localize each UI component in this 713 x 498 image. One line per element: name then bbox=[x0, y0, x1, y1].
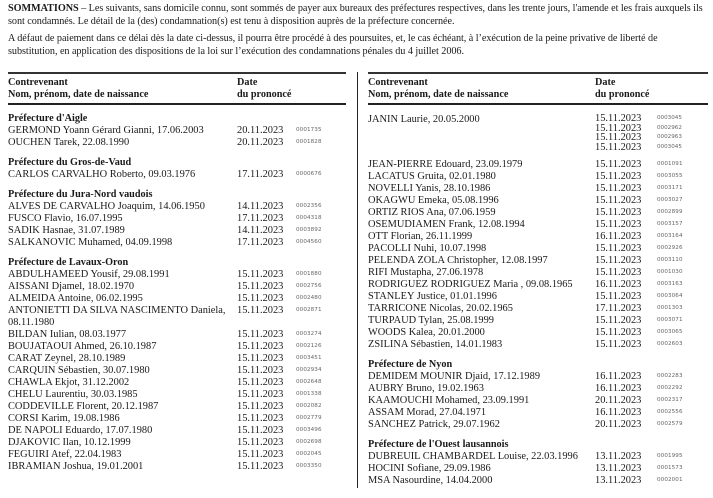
header-date bbox=[595, 77, 649, 100]
table-row bbox=[8, 225, 346, 237]
reference-number: 0001735 bbox=[296, 127, 322, 133]
contrevenant-name: HOCINI Sofiane, 29.09.1986 bbox=[368, 463, 491, 474]
contrevenant-name: JEAN-PIERRE Edouard, 23.09.1979 bbox=[368, 159, 523, 170]
prefecture-title: Préfecture d'Aigle bbox=[8, 113, 88, 124]
header-contrevenant-title: Contrevenant bbox=[368, 77, 428, 88]
reference-number: 0003071 bbox=[657, 317, 683, 323]
date-prononce: 15.11.2023 bbox=[237, 353, 284, 364]
contrevenant-name: AUBRY Bruno, 19.02.1963 bbox=[368, 383, 484, 394]
table-row bbox=[368, 255, 708, 267]
reference-number: 0001338 bbox=[296, 391, 322, 397]
contrevenant-name: ASSAM Morad, 27.04.1971 bbox=[368, 407, 487, 418]
table-row bbox=[8, 201, 346, 213]
table-row bbox=[368, 291, 708, 303]
table-row bbox=[368, 451, 708, 463]
table-row bbox=[368, 303, 708, 315]
reference-number: 0001573 bbox=[657, 465, 683, 471]
reference-number: 0003350 bbox=[296, 463, 322, 469]
header-date-subtitle: du prononcé bbox=[237, 88, 292, 100]
date-prononce: 13.11.2023 bbox=[595, 451, 642, 462]
contrevenant-name: OTT Florian, 26.11.1999 bbox=[368, 231, 473, 242]
table-row bbox=[368, 279, 708, 291]
prefecture-section bbox=[8, 113, 346, 149]
contrevenant-name: CARLOS CARVALHO Roberto, 09.03.1976 bbox=[8, 169, 196, 180]
contrevenant-name: BILDAN Iulian, 08.03.1977 bbox=[8, 329, 127, 340]
table-row bbox=[368, 171, 708, 183]
table-row bbox=[8, 449, 346, 461]
prefecture-title: Préfecture de Nyon bbox=[368, 359, 453, 370]
date-prononce: 15.11.2023 bbox=[595, 243, 642, 254]
contrevenant-name: CARQUIN Sébastien, 30.07.1980 bbox=[8, 365, 150, 376]
contrevenant-name: AISSANI Djamel, 18.02.1970 bbox=[8, 281, 135, 292]
reference-number: 0001030 bbox=[657, 269, 683, 275]
date-prononce: 16.11.2023 bbox=[595, 383, 642, 394]
reference-number: 0003064 bbox=[657, 293, 683, 299]
contrevenant-name: MSA Nasourdine, 14.04.2000 bbox=[368, 475, 493, 486]
reference-number: 0001303 bbox=[657, 305, 683, 311]
date-prononce: 15.11.2023 bbox=[595, 113, 642, 124]
date-prononce: 14.11.2023 bbox=[237, 225, 284, 236]
date-prononce: 15.11.2023 bbox=[595, 159, 642, 170]
contrevenant-name: TURPAUD Tylan, 25.08.1999 bbox=[368, 315, 494, 326]
date-prononce: 15.11.2023 bbox=[237, 461, 284, 472]
table-row bbox=[8, 401, 346, 413]
continued-section bbox=[368, 114, 708, 351]
reference-number: 0002963 bbox=[657, 134, 682, 140]
contrevenant-name: STANLEY Justice, 01.01.1996 bbox=[368, 291, 497, 302]
reference-number: 0002317 bbox=[657, 397, 683, 403]
table-row bbox=[368, 219, 708, 231]
contrevenant-name: RIFI Mustapha, 27.06.1978 bbox=[368, 267, 484, 278]
contrevenant-name: SADIK Hasnae, 31.07.1989 bbox=[8, 225, 125, 236]
table-row bbox=[8, 437, 346, 449]
date-prononce: 15.11.2023 bbox=[237, 449, 284, 460]
table-row bbox=[8, 125, 346, 137]
intro-paragraph-2: A défaut de paiement dans ce délai dès la date ci-dessus, il pourra être procédé à des poursuites, et, le cas échéant, à l’exécution de la peine privative de liberté de substitution, en application des dispositions de la loi sur l’exécution des condamnations pénales du 4 juillet 2006. bbox=[8, 33, 658, 57]
contrevenant-name: ALVES DE CARVALHO Joaquim, 14.06.1950 bbox=[8, 201, 205, 212]
table-row bbox=[8, 425, 346, 437]
reference-number: 0002001 bbox=[657, 477, 683, 483]
reference-number: 0003451 bbox=[296, 355, 322, 361]
table-header bbox=[368, 72, 708, 105]
contrevenant-name: WOODS Kalea, 20.01.2000 bbox=[368, 327, 485, 338]
date-prononce: 15.11.2023 bbox=[595, 132, 642, 143]
prefecture-title: Préfecture du Jura-Nord vaudois bbox=[8, 189, 153, 200]
date-prononce: 15.11.2023 bbox=[595, 219, 642, 230]
date-prononce: 14.11.2023 bbox=[237, 201, 284, 212]
date-prononce: 15.11.2023 bbox=[595, 267, 642, 278]
contrevenant-name: JANIN Laurie, 20.05.2000 bbox=[368, 114, 480, 125]
contrevenant-name: TARRICONE Nicolas, 20.02.1965 bbox=[368, 303, 513, 314]
header-date bbox=[237, 77, 291, 100]
intro-text bbox=[8, 3, 708, 63]
reference-number: 0002292 bbox=[657, 385, 683, 391]
date-prononce: 15.11.2023 bbox=[237, 401, 284, 412]
header-date-title: Date bbox=[595, 77, 616, 88]
date-prononce: 15.11.2023 bbox=[237, 425, 284, 436]
reference-number: 0002899 bbox=[657, 209, 683, 215]
table-row bbox=[8, 389, 346, 401]
contrevenant-name: OSEMUDIAMEN Frank, 12.08.1994 bbox=[368, 219, 525, 230]
date-prononce: 15.11.2023 bbox=[237, 281, 284, 292]
table-row bbox=[8, 237, 346, 249]
contrevenant-name: RODRIGUEZ RODRIGUEZ Maria , 09.08.1965 bbox=[368, 279, 573, 290]
reference-number: 0002356 bbox=[296, 203, 322, 209]
reference-number: 0002934 bbox=[296, 367, 322, 373]
reference-number: 0003171 bbox=[657, 185, 683, 191]
table-row bbox=[8, 329, 346, 341]
reference-number: 0001091 bbox=[657, 161, 683, 167]
table-row bbox=[368, 407, 708, 419]
date-prononce: 15.11.2023 bbox=[237, 305, 284, 316]
date-prononce: 15.11.2023 bbox=[237, 269, 284, 280]
date-prononce: 15.11.2023 bbox=[595, 195, 642, 206]
reference-number: 0002579 bbox=[657, 421, 683, 427]
date-prononce: 16.11.2023 bbox=[595, 371, 642, 382]
entry-line bbox=[595, 141, 682, 153]
table-row bbox=[368, 419, 708, 431]
date-prononce: 15.11.2023 bbox=[595, 122, 642, 134]
table-row bbox=[368, 395, 708, 407]
header-contrevenant-subtitle: Nom, prénom, date de naissance bbox=[368, 88, 509, 100]
contrevenant-name: CHELU Laurentiu, 30.03.1985 bbox=[8, 389, 138, 400]
reference-number: 0001995 bbox=[657, 453, 683, 459]
table-row bbox=[8, 353, 346, 365]
continued-rows bbox=[368, 159, 708, 351]
table-row bbox=[8, 377, 346, 389]
table-row bbox=[8, 293, 346, 305]
reference-number: 0003164 bbox=[657, 233, 683, 239]
reference-number: 0002962 bbox=[657, 124, 682, 131]
date-prononce: 17.11.2023 bbox=[237, 169, 284, 180]
table-row bbox=[8, 281, 346, 293]
contrevenant-name: DJAKOVIC Ilan, 10.12.1999 bbox=[8, 437, 131, 448]
date-prononce: 13.11.2023 bbox=[595, 475, 642, 486]
contrevenant-name: ANTONIETTI DA SILVA NASCIMENTO Daniela, 08.11.1980 bbox=[8, 305, 226, 328]
header-date-subtitle: du prononcé bbox=[595, 88, 650, 100]
reference-number: 0002556 bbox=[657, 409, 683, 415]
contrevenant-name: LACATUS Gruita, 02.01.1980 bbox=[368, 171, 496, 182]
reference-number: 0003065 bbox=[657, 329, 683, 335]
table-row bbox=[368, 183, 708, 195]
table-row bbox=[368, 267, 708, 279]
table-row bbox=[368, 159, 708, 171]
contrevenant-name: ORTIZ RIOS Ana, 07.06.1959 bbox=[368, 207, 496, 218]
contrevenant-name: ALMEIDA Antoine, 06.02.1995 bbox=[8, 293, 143, 304]
contrevenant-name: BOUJATAOUI Ahmed, 26.10.1987 bbox=[8, 341, 157, 352]
reference-number: 0001828 bbox=[296, 139, 322, 145]
header-contrevenant bbox=[368, 77, 508, 100]
contrevenant-name: ZSILINA Sébastien, 14.01.1983 bbox=[368, 339, 503, 350]
table-row bbox=[8, 169, 346, 181]
header-contrevenant-subtitle: Nom, prénom, date de naissance bbox=[8, 88, 149, 100]
reference-number: 0003157 bbox=[657, 221, 683, 227]
reference-number: 0003163 bbox=[657, 281, 683, 287]
date-prononce: 20.11.2023 bbox=[595, 395, 642, 406]
date-prononce: 15.11.2023 bbox=[595, 291, 642, 302]
intro-paragraph-1-text: – Les suivants, sans domicile connu, sont sommés de payer aux bureaux des préfectures respectives, dans les trente jours, l'amende et les frais auxquels ils sont condamnés. Le détail de la (des) condamnation(s) est tenu à disposition auprès de la préfecture concernée. bbox=[8, 3, 703, 27]
date-prononce: 17.11.2023 bbox=[595, 303, 642, 314]
multiple-entries bbox=[595, 113, 682, 153]
reference-number: 0002082 bbox=[296, 403, 322, 409]
reference-number: 0003274 bbox=[296, 331, 322, 337]
date-prononce: 15.11.2023 bbox=[237, 365, 284, 376]
reference-number: 0002926 bbox=[657, 245, 683, 251]
contrevenant-name: PELENDA ZOLA Christopher, 12.08.1997 bbox=[368, 255, 548, 266]
header-date-title: Date bbox=[237, 77, 258, 88]
prefecture-section bbox=[368, 439, 708, 487]
sommations-lead: SOMMATIONS bbox=[8, 3, 79, 14]
reference-number: 0003045 bbox=[657, 143, 682, 150]
table-row bbox=[368, 339, 708, 351]
contrevenant-name: DEMIDEM MOUNIR Djaid, 17.12.1989 bbox=[368, 371, 541, 382]
reference-number: 0002603 bbox=[657, 341, 683, 347]
date-prononce: 15.11.2023 bbox=[595, 255, 642, 266]
table-row bbox=[368, 231, 708, 243]
reference-number: 0002283 bbox=[657, 373, 683, 379]
intro-paragraph-1 bbox=[8, 3, 708, 28]
reference-number: 0003110 bbox=[657, 257, 683, 263]
left-column bbox=[8, 72, 346, 473]
reference-number: 0002698 bbox=[296, 439, 322, 445]
table-row bbox=[8, 269, 346, 281]
prefecture-title: Préfecture de Lavaux-Oron bbox=[8, 257, 129, 268]
prefecture-section bbox=[8, 189, 346, 249]
contrevenant-name: CODDEVILLE Florent, 20.12.1987 bbox=[8, 401, 159, 412]
date-prononce: 17.11.2023 bbox=[237, 213, 284, 224]
table-row bbox=[8, 341, 346, 353]
table-row bbox=[8, 461, 346, 473]
contrevenant-name: ABDULHAMEED Yousif, 29.08.1991 bbox=[8, 269, 170, 280]
date-prononce: 15.11.2023 bbox=[237, 293, 284, 304]
table-row bbox=[368, 371, 708, 383]
column-divider bbox=[357, 72, 358, 488]
right-sections bbox=[368, 359, 708, 487]
date-prononce: 13.11.2023 bbox=[595, 463, 642, 474]
reference-number: 0001880 bbox=[296, 271, 322, 277]
date-prononce: 20.11.2023 bbox=[237, 125, 284, 136]
reference-number: 0004560 bbox=[296, 239, 322, 245]
table-row bbox=[368, 383, 708, 395]
table-row bbox=[368, 195, 708, 207]
contrevenant-name: OUCHEN Tarek, 22.08.1990 bbox=[8, 137, 130, 148]
date-prononce: 15.11.2023 bbox=[595, 141, 642, 153]
prefecture-section bbox=[8, 157, 346, 181]
date-prononce: 16.11.2023 bbox=[595, 279, 642, 290]
table-row bbox=[368, 207, 708, 219]
table-row bbox=[368, 327, 708, 339]
reference-number: 0002480 bbox=[296, 295, 322, 301]
reference-number: 0003496 bbox=[296, 427, 322, 433]
table-row bbox=[8, 413, 346, 425]
contrevenant-name: FUSCO Flavio, 16.07.1995 bbox=[8, 213, 123, 224]
date-prononce: 15.11.2023 bbox=[237, 389, 284, 400]
date-prononce: 15.11.2023 bbox=[595, 183, 642, 194]
table-row bbox=[368, 243, 708, 255]
contrevenant-name: SANCHEZ Patrick, 29.07.1962 bbox=[368, 419, 500, 430]
left-sections bbox=[8, 113, 346, 473]
reference-number: 0003027 bbox=[657, 197, 683, 203]
table-row bbox=[368, 475, 708, 487]
table-row bbox=[368, 315, 708, 327]
reference-number: 0002648 bbox=[296, 379, 322, 385]
prefecture-section bbox=[8, 257, 346, 473]
prefecture-section bbox=[368, 359, 708, 431]
table-row bbox=[8, 365, 346, 377]
table-row bbox=[368, 114, 708, 159]
table-row bbox=[368, 463, 708, 475]
reference-number: 0004318 bbox=[296, 215, 322, 221]
header-contrevenant bbox=[8, 77, 148, 100]
date-prononce: 15.11.2023 bbox=[237, 377, 284, 388]
prefecture-title: Préfecture de l'Ouest lausannois bbox=[368, 439, 509, 450]
date-prononce: 20.11.2023 bbox=[595, 419, 642, 430]
date-prononce: 15.11.2023 bbox=[237, 437, 284, 448]
date-prononce: 15.11.2023 bbox=[237, 341, 284, 352]
contrevenant-name: DE NAPOLI Eduardo, 17.07.1980 bbox=[8, 425, 153, 436]
reference-number: 0002126 bbox=[296, 343, 322, 349]
reference-number: 0002871 bbox=[296, 307, 322, 313]
contrevenant-name: PACOLLI Nuhi, 10.07.1998 bbox=[368, 243, 487, 254]
prefecture-title: Préfecture du Gros-de-Vaud bbox=[8, 157, 132, 168]
table-row bbox=[8, 213, 346, 225]
reference-number: 0002779 bbox=[296, 415, 322, 421]
contrevenant-name: SALKANOVIC Muhamed, 04.09.1998 bbox=[8, 237, 173, 248]
reference-number: 0003892 bbox=[296, 227, 322, 233]
date-prononce: 17.11.2023 bbox=[237, 237, 284, 248]
date-prononce: 15.11.2023 bbox=[595, 315, 642, 326]
table-row bbox=[8, 137, 346, 149]
reference-number: 0002756 bbox=[296, 283, 322, 289]
reference-number: 0003045 bbox=[657, 115, 682, 121]
reference-number: 0000676 bbox=[296, 171, 322, 177]
contrevenant-name: FEGUIRI Atef, 22.04.1983 bbox=[8, 449, 122, 460]
date-prononce: 15.11.2023 bbox=[237, 413, 284, 424]
reference-number: 0003055 bbox=[657, 173, 683, 179]
date-prononce: 15.11.2023 bbox=[237, 329, 284, 340]
date-prononce: 15.11.2023 bbox=[595, 171, 642, 182]
date-prononce: 15.11.2023 bbox=[595, 327, 642, 338]
table-header bbox=[8, 72, 346, 105]
contrevenant-name: IBRAMIAN Joshua, 19.01.2001 bbox=[8, 461, 144, 472]
date-prononce: 16.11.2023 bbox=[595, 407, 642, 418]
table-row bbox=[8, 305, 346, 329]
contrevenant-name: CORSI Karim, 19.08.1986 bbox=[8, 413, 120, 424]
contrevenant-name: OKAGWU Emeka, 05.08.1996 bbox=[368, 195, 499, 206]
contrevenant-name: CARAT Zeynel, 28.10.1989 bbox=[8, 353, 126, 364]
date-prononce: 16.11.2023 bbox=[595, 231, 642, 242]
contrevenant-name: GERMOND Yoann Gérard Gianni, 17.06.2003 bbox=[8, 125, 204, 136]
date-prononce: 20.11.2023 bbox=[237, 137, 284, 148]
contrevenant-name: NOVELLI Yanis, 28.10.1986 bbox=[368, 183, 491, 194]
contrevenant-name: KAAMOUCHI Mohamed, 23.09.1991 bbox=[368, 395, 530, 406]
right-column bbox=[368, 72, 708, 487]
header-contrevenant-title: Contrevenant bbox=[8, 77, 68, 88]
date-prononce: 15.11.2023 bbox=[595, 339, 642, 350]
date-prononce: 15.11.2023 bbox=[595, 207, 642, 218]
reference-number: 0002045 bbox=[296, 451, 322, 457]
contrevenant-name: DUBREUIL CHAMBARDEL Louise, 22.03.1996 bbox=[368, 451, 578, 462]
contrevenant-name: CHAWLA Ekjot, 31.12.2002 bbox=[8, 377, 130, 388]
